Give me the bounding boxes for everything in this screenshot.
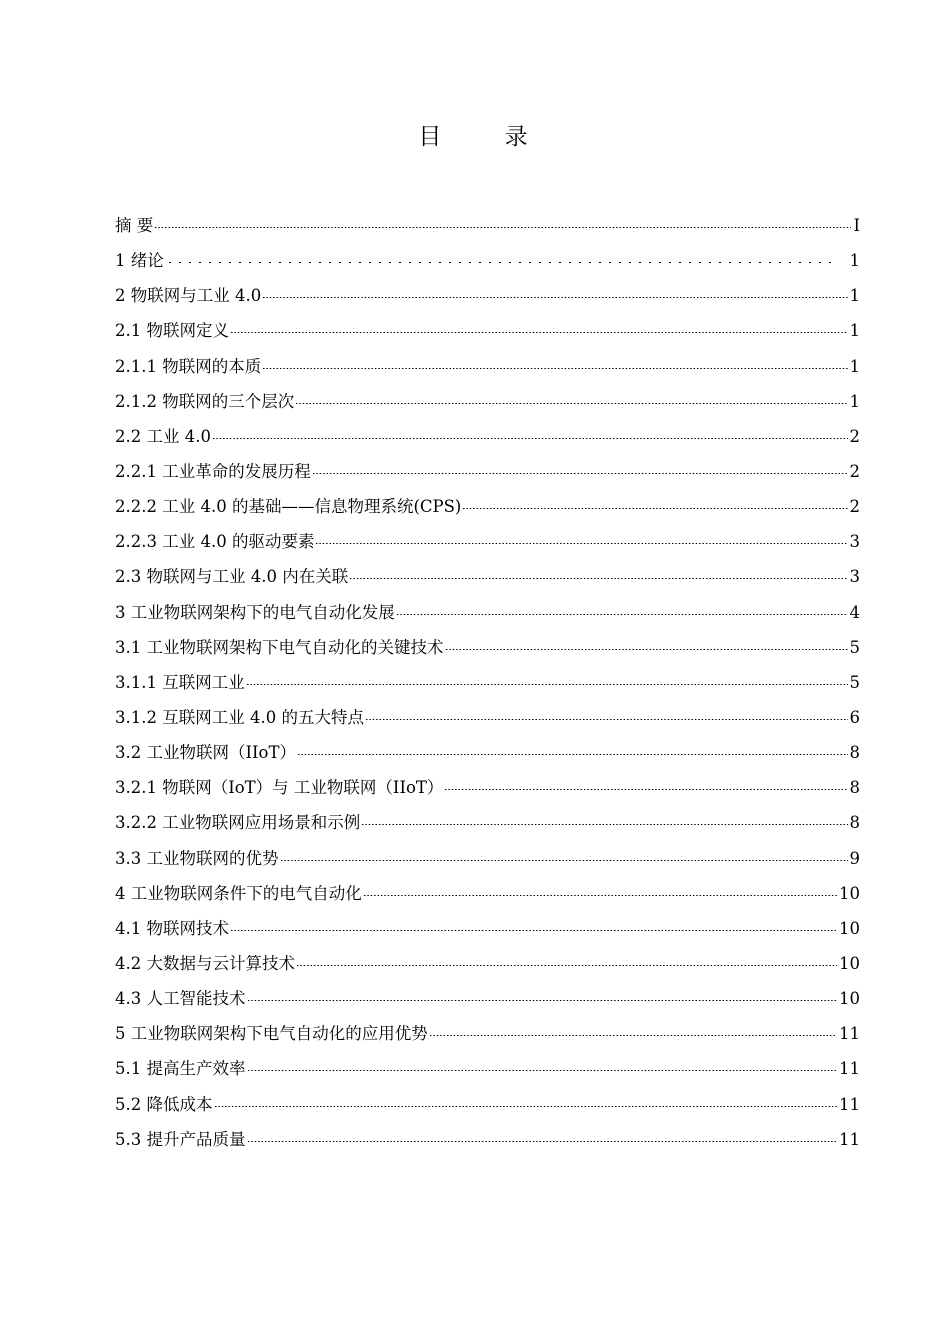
toc-entry-label: 1 绪论 [115,251,164,271]
toc-entry-page-number: 1 [849,251,860,271]
toc-entry[interactable] [115,595,860,630]
toc-entry[interactable] [115,278,860,313]
toc-entry-label: 2.2.1 工业革命的发展历程 [115,461,311,481]
toc-entry-page-number: 1 [849,321,860,341]
toc-entry[interactable] [115,665,860,700]
toc-leader-dots [246,684,848,685]
toc-entry-label: 摘 要 [115,216,154,235]
toc-leader-dots [247,1070,838,1071]
toc-leader-dots [165,262,838,263]
toc-entry[interactable] [115,419,860,454]
toc-entry[interactable] [115,524,860,559]
toc-leader-dots [363,895,837,896]
toc-entry-page-number: 11 [839,1129,860,1149]
toc-leader-dots [297,754,848,755]
page-title: 目 录 [418,124,556,150]
toc-leader-dots [280,860,848,861]
toc-entry-page-number: 8 [849,778,860,798]
toc-leader-dots [212,438,848,439]
toc-entry-label: 2.2.3 工业 4.0 的驱动要素 [115,532,315,552]
toc-entry-page-number: 2 [849,497,860,517]
toc-entry[interactable] [115,243,860,278]
toc-entry-label: 3.2 工业物联网（IIoT） [115,743,296,763]
toc-leader-dots [462,508,847,509]
toc-entry-label: 2.3 物联网与工业 4.0 内在关联 [115,567,349,587]
toc-leader-dots [154,227,851,228]
toc-leader-dots [365,719,848,720]
toc-entry-page-number: 6 [849,707,860,727]
toc-entry-page-number: 1 [849,286,860,306]
toc-entry[interactable] [115,489,860,524]
toc-entry-page-number: 2 [849,426,860,446]
toc-leader-dots [214,1106,838,1107]
toc-entry[interactable] [115,313,860,348]
toc-entry[interactable] [115,1087,860,1122]
toc-entry[interactable] [115,384,860,419]
toc-entry-label: 3.3 工业物联网的优势 [115,848,279,868]
toc-entry-page-number: 3 [849,567,860,587]
toc-entry-label: 2 物联网与工业 4.0 [115,286,262,306]
toc-entry-label: 3.1.1 互联网工业 [115,672,245,692]
toc-entry[interactable] [115,770,860,805]
toc-entry-label: 3.2.1 物联网（IoT）与 工业物联网（IIoT） [115,778,444,798]
toc-leader-dots [444,789,847,790]
toc-entry[interactable] [115,454,860,489]
toc-entry[interactable] [115,1122,860,1157]
toc-leader-dots [262,297,847,298]
toc-entry[interactable] [115,981,860,1016]
toc-leader-dots [396,614,848,615]
toc-list [115,208,860,1157]
toc-entry-label: 4.3 人工智能技术 [115,989,246,1009]
toc-entry-label: 5.1 提高生产效率 [115,1059,246,1079]
toc-entry-page-number: 5 [849,672,860,692]
toc-entry-label: 2.2 工业 4.0 [115,426,211,446]
toc-entry-page-number: 5 [849,637,860,657]
toc-entry-page-number: 3 [849,532,860,552]
toc-leader-dots [315,543,847,544]
toc-entry[interactable] [115,805,860,840]
toc-entry-label: 4.1 物联网技术 [115,918,229,938]
toc-entry-page-number: 10 [839,918,860,938]
toc-entry[interactable] [115,1051,860,1086]
toc-entry-page-number: 2 [849,461,860,481]
toc-entry-page-number: 11 [839,1094,860,1114]
toc-entry-page-number: 10 [839,953,860,973]
toc-entry-label: 2.1 物联网定义 [115,321,229,341]
toc-entry[interactable] [115,735,860,770]
toc-leader-dots [230,930,837,931]
toc-entry-label: 3 工业物联网架构下的电气自动化发展 [115,602,395,622]
toc-leader-dots [429,1035,837,1036]
toc-leader-dots [296,965,837,966]
toc-entry[interactable] [115,630,860,665]
toc-leader-dots [230,332,848,333]
toc-leader-dots [445,649,848,650]
toc-entry-label: 4 工业物联网条件下的电气自动化 [115,883,362,903]
toc-entry-page-number: 4 [849,602,860,622]
toc-entry[interactable] [115,876,860,911]
toc-leader-dots [247,1000,838,1001]
toc-entry-page-number: 8 [849,813,860,833]
toc-entry-label: 2.1.1 物联网的本质 [115,356,262,376]
toc-entry[interactable] [115,208,860,243]
toc-entry[interactable] [115,349,860,384]
toc-entry-label: 3.1.2 互联网工业 4.0 的五大特点 [115,707,364,727]
toc-entry-page-number: I [853,216,860,235]
toc-entry-page-number: 9 [849,848,860,868]
toc-entry-page-number: 1 [849,391,860,411]
toc-entry-page-number: 8 [849,743,860,763]
toc-entry[interactable] [115,700,860,735]
toc-entry-label: 3.2.2 工业物联网应用场景和示例 [115,813,361,833]
toc-entry[interactable] [115,559,860,594]
toc-entry[interactable] [115,946,860,981]
toc-entry-label: 4.2 大数据与云计算技术 [115,953,295,973]
toc-entry-label: 5.3 提升产品质量 [115,1129,246,1149]
toc-leader-dots [361,824,847,825]
toc-entry-label: 3.1 工业物联网架构下电气自动化的关键技术 [115,637,444,657]
toc-entry-label: 2.1.2 物联网的三个层次 [115,391,295,411]
toc-entry[interactable] [115,911,860,946]
toc-leader-dots [295,403,847,404]
toc-entry-page-number: 11 [839,1059,860,1079]
toc-leader-dots [349,578,847,579]
toc-leader-dots [247,1141,838,1142]
toc-entry-label: 5.2 降低成本 [115,1094,213,1114]
toc-entry[interactable] [115,1016,860,1051]
toc-leader-dots [312,473,848,474]
toc-entry-label: 2.2.2 工业 4.0 的基础——信息物理系统(CPS) [115,497,462,517]
toc-entry-label: 5 工业物联网架构下电气自动化的应用优势 [115,1024,428,1044]
toc-entry-page-number: 10 [839,883,860,903]
toc-leader-dots [262,368,847,369]
toc-entry-page-number: 1 [849,356,860,376]
toc-entry-page-number: 10 [839,989,860,1009]
toc-entry-page-number: 11 [839,1024,860,1044]
toc-entry[interactable] [115,841,860,876]
